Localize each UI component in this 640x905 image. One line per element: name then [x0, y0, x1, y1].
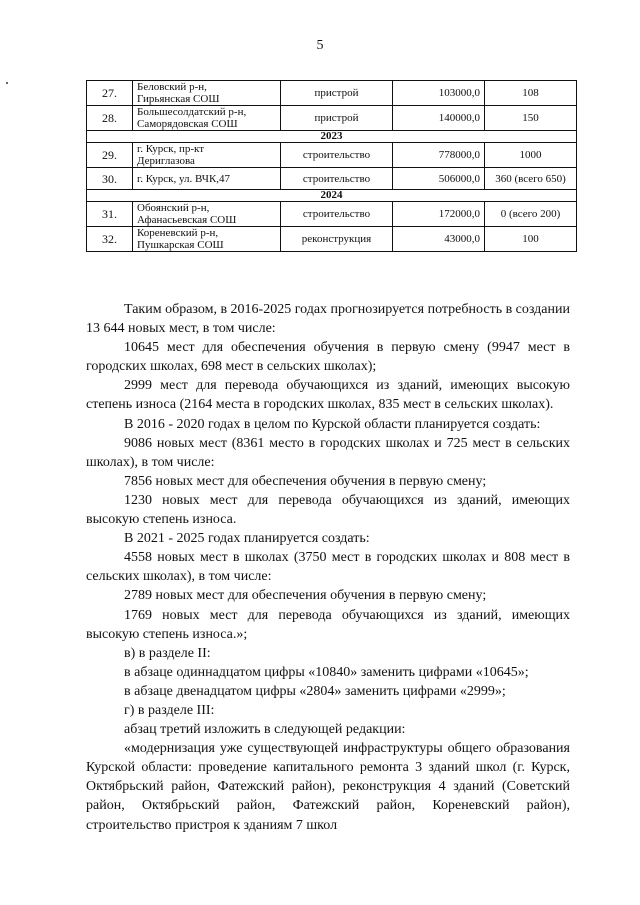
object-cell — [133, 227, 281, 252]
object-line: г. Курск, ул. ВЧК,47 — [137, 172, 231, 185]
row-number: 31. — [87, 202, 133, 227]
paragraph: 4558 новых мест в школах (3750 мест в городских школах и 808 мест в сельских школах), в том числе: — [86, 550, 570, 585]
paragraph: «модернизация уже существующей инфраструктуры общего образования Курской области: проведение капитального ремонта 3 зданий школ (г. Курск, Октябрьский район, Фатежский район), реконструкция 4 зданий (Советский район, Октябрьский район, Фатежский район, Кореневский район), строительство пристроя к зданиям 7 школ — [86, 741, 570, 833]
paragraph: 1230 новых мест для перевода обучающихся из зданий, имеющих высокую степень износа. — [86, 492, 570, 528]
row-number: 32. — [87, 227, 133, 252]
seats-cell: 108 — [485, 81, 577, 106]
seats-cell: 1000 — [485, 143, 577, 168]
object-line: г. Курск, пр-кт — [137, 143, 205, 155]
work-type-cell: строительство — [281, 202, 393, 227]
cost-cell: 43000,0 — [393, 227, 485, 252]
table-row — [87, 227, 577, 252]
paragraph: 10645 мест для обеспечения обучения в первую смену (9947 мест в городских школах, 698 мест в сельских школах); — [86, 340, 570, 375]
table-row — [87, 143, 577, 168]
seats-cell: 150 — [485, 106, 577, 131]
paragraph: 2999 мест для перевода обучающихся из зданий, имеющих высокую степень износа (2164 места в городских школах, 835 мест в сельских школах). — [86, 378, 570, 413]
year-label: 2023 — [87, 131, 577, 143]
paragraph: в) в разделе II: — [124, 645, 211, 661]
seats-cell: 100 — [485, 227, 577, 252]
paragraph: 1769 новых мест для перевода обучающихся из зданий, имеющих высокую степень износа.»; — [86, 607, 570, 642]
object-cell — [133, 202, 281, 227]
object-line: Большесолдатский р-н, — [137, 106, 247, 118]
table-row — [87, 202, 577, 227]
paragraph: Таким образом, в 2016-2025 годах прогнозируется потребность в создании 13 644 новых мест, в том числе: — [86, 302, 570, 337]
object-line: Обоянский р-н, — [137, 202, 210, 214]
body-text — [86, 300, 570, 835]
paragraph: 2789 новых мест для обеспечения обучения в первую смену; — [124, 588, 487, 604]
table-row — [87, 81, 577, 106]
object-cell — [133, 168, 281, 190]
work-type-cell: строительство — [281, 143, 393, 168]
work-type-cell: пристрой — [281, 81, 393, 106]
paragraph: в абзаце двенадцатом цифры «2804» заменить цифрами «2999»; — [124, 683, 506, 699]
object-cell — [133, 106, 281, 131]
cost-cell: 506000,0 — [393, 168, 485, 190]
paragraph: 7856 новых мест для обеспечения обучения в первую смену; — [124, 473, 487, 489]
object-line: Дериглазова — [137, 155, 195, 167]
object-line: Саморядовская СОШ — [137, 118, 238, 130]
cost-cell: 140000,0 — [393, 106, 485, 131]
year-separator-row — [87, 131, 577, 143]
paragraph: г) в разделе III: — [124, 702, 215, 718]
object-line: Кореневский р-н, — [137, 227, 219, 239]
object-cell — [133, 143, 281, 168]
object-cell — [133, 81, 281, 106]
cost-cell: 103000,0 — [393, 81, 485, 106]
page-number: 5 — [316, 38, 324, 53]
table-body — [87, 81, 577, 252]
object-line: Афанасьевская СОШ — [137, 214, 237, 226]
work-type-cell: строительство — [281, 168, 393, 190]
work-type-cell: пристрой — [281, 106, 393, 131]
cost-cell: 778000,0 — [393, 143, 485, 168]
paragraph: абзац третий изложить в следующей редакции: — [124, 722, 406, 738]
table-row — [87, 106, 577, 131]
row-number: 29. — [87, 143, 133, 168]
year-label: 2024 — [87, 190, 577, 202]
cost-cell: 172000,0 — [393, 202, 485, 227]
seats-cell: 0 (всего 200) — [485, 202, 577, 227]
row-number: 27. — [87, 81, 133, 106]
paragraph: 9086 новых мест (8361 место в городских школах и 725 мест в сельских школах), в том числе: — [86, 435, 570, 470]
paragraph: в абзаце одиннадцатом цифры «10840» заменить цифрами «10645»; — [124, 664, 529, 680]
work-type-cell: реконструкция — [281, 227, 393, 252]
object-line: Беловский р-н, — [137, 81, 207, 93]
row-number: 28. — [87, 106, 133, 131]
construction-table — [86, 80, 577, 252]
year-separator-row — [87, 190, 577, 202]
object-line: Гирьянская СОШ — [137, 93, 220, 105]
table-row — [87, 168, 577, 190]
paragraph: В 2016 - 2020 годах в целом по Курской области планируется создать: — [124, 416, 541, 432]
paragraph: В 2021 - 2025 годах планируется создать: — [124, 531, 370, 547]
object-line: Пушкарская СОШ — [137, 239, 224, 251]
row-number: 30. — [87, 168, 133, 190]
seats-cell: 360 (всего 650) — [485, 168, 577, 190]
scan-speck — [6, 82, 8, 84]
